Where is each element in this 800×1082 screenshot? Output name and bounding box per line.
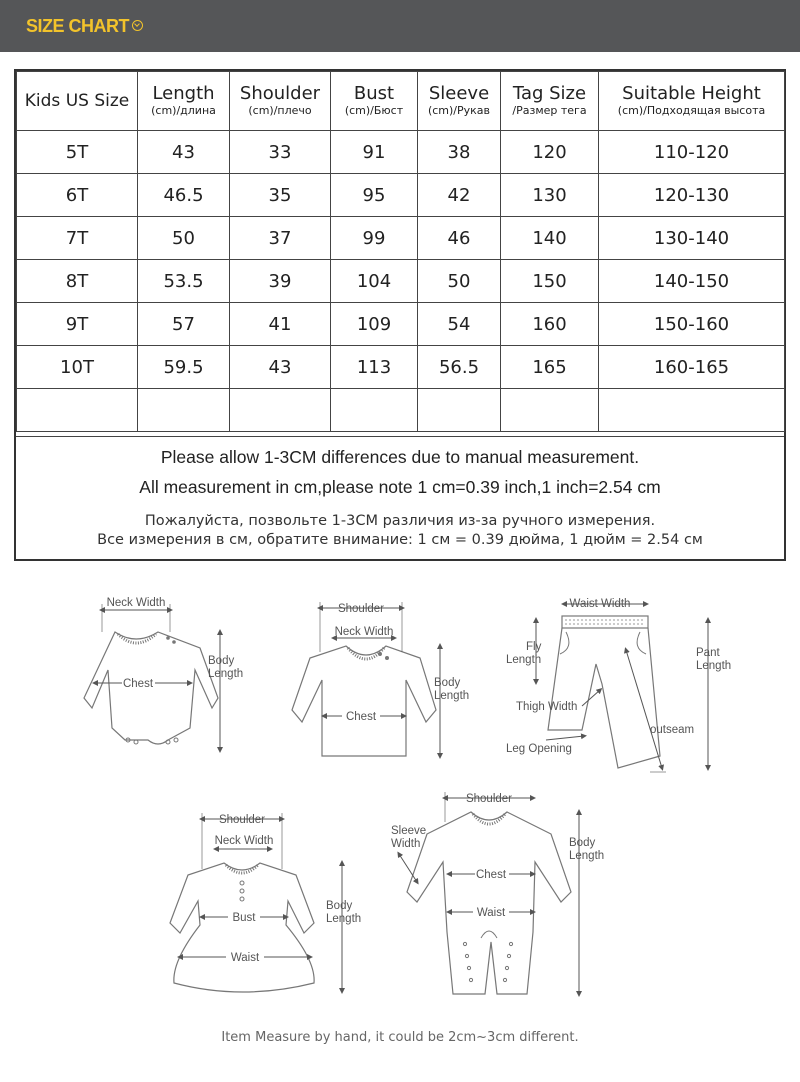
table-cell: [501, 389, 599, 432]
column-header: Shoulder (cm)/плечо: [230, 72, 331, 131]
column-header: Sleeve (cm)/Рукав: [418, 72, 501, 131]
table-cell: [331, 389, 418, 432]
body-length-label: Body: [208, 655, 235, 667]
table-cell: 91: [331, 131, 418, 174]
header-bar: [0, 0, 800, 52]
footer-note: Item Measure by hand, it could be 2cm~3cm different.: [221, 1030, 579, 1045]
body-length-label: Body: [434, 677, 461, 689]
table-cell: 50: [138, 217, 230, 260]
table-cell: 43: [230, 346, 331, 389]
table-cell: 130: [501, 174, 599, 217]
bodysuit-diagram: [40, 590, 260, 770]
chest-label: Chest: [345, 711, 377, 723]
note-line-ru: Все измерения в см, обратите внимание: 1 см = 0.39 дюйма, 1 дюйм = 2.54 см: [97, 532, 703, 548]
table-cell: 140-150: [599, 260, 785, 303]
column-header: Suitable Height (cm)/Подходящая высота: [599, 72, 785, 131]
pants-diagram: [500, 590, 740, 780]
sleeve-width-label: Width: [391, 838, 421, 850]
table-cell: 130-140: [599, 217, 785, 260]
table-cell: 110-120: [599, 131, 785, 174]
chest-label: Chest: [122, 678, 154, 690]
thigh-width-label: Thigh Width: [516, 701, 578, 713]
table-cell: [138, 389, 230, 432]
table-row: [17, 303, 785, 346]
sleeve-width-label: Sleeve: [391, 825, 427, 837]
column-header: Length (cm)/длина: [138, 72, 230, 131]
size-table: [16, 71, 785, 432]
column-header: Kids US Size: [17, 72, 138, 131]
table-cell: 113: [331, 346, 418, 389]
pant-length-label: Length: [696, 660, 732, 672]
table-cell: 37: [230, 217, 331, 260]
bust-label: Bust: [232, 912, 256, 924]
table-row: [17, 389, 785, 432]
table-cell: 95: [331, 174, 418, 217]
table-cell: 5T: [17, 131, 138, 174]
neck-width-label: Neck Width: [106, 597, 166, 609]
body-length-label: Body: [569, 837, 596, 849]
page-title: SIZE CHART: [26, 16, 129, 36]
table-cell: 50: [418, 260, 501, 303]
table-cell: 46.5: [138, 174, 230, 217]
table-cell: 165: [501, 346, 599, 389]
shoulder-label: Shoulder: [465, 793, 513, 805]
table-cell: 35: [230, 174, 331, 217]
size-chart-box: [14, 69, 786, 561]
outseam-label: outseam: [650, 724, 695, 736]
chevron-down-circle-icon: [132, 20, 143, 31]
pants-illustration: [500, 590, 740, 780]
table-cell: 160-165: [599, 346, 785, 389]
table-cell: [230, 389, 331, 432]
table-cell: 120-130: [599, 174, 785, 217]
table-row: [17, 217, 785, 260]
pant-length-label: Pant: [696, 647, 720, 659]
tshirt-illustration: [268, 592, 488, 772]
waist-width-label: Waist Width: [569, 598, 631, 610]
table-cell: 53.5: [138, 260, 230, 303]
table-cell: [17, 389, 138, 432]
table-row: [17, 260, 785, 303]
table-cell: 39: [230, 260, 331, 303]
leg-opening-label: Leg Opening: [506, 743, 572, 755]
table-cell: 41: [230, 303, 331, 346]
table-cell: 59.5: [138, 346, 230, 389]
waist-label: Waist: [476, 907, 506, 919]
table-cell: 109: [331, 303, 418, 346]
table-cell: 43: [138, 131, 230, 174]
romper-illustration: [385, 782, 625, 1012]
neck-width-label: Neck Width: [214, 835, 274, 847]
romper-diagram: [385, 782, 625, 1012]
dress-illustration: [150, 805, 380, 1005]
table-cell: 46: [418, 217, 501, 260]
tshirt-diagram: [268, 592, 488, 772]
dress-diagram: [150, 805, 380, 1005]
note-line-ru: Пожалуйста, позвольте 1-3CM различия из-за ручного измерения.: [144, 513, 656, 529]
fly-length-label: Length: [506, 654, 542, 666]
table-cell: 9T: [17, 303, 138, 346]
table-cell: 120: [501, 131, 599, 174]
table-cell: 10T: [17, 346, 138, 389]
table-cell: 150-160: [599, 303, 785, 346]
body-length-label: Length: [208, 668, 244, 680]
note-line: Please allow 1-3CM differences due to manual measurement.: [160, 447, 640, 467]
table-cell: 54: [418, 303, 501, 346]
waist-label: Waist: [230, 952, 260, 964]
table-row: [17, 174, 785, 217]
table-cell: 99: [331, 217, 418, 260]
table-cell: 140: [501, 217, 599, 260]
note-line: All measurement in cm,please note 1 cm=0.39 inch,1 inch=2.54 cm: [139, 477, 661, 497]
table-row: [17, 346, 785, 389]
chest-label: Chest: [475, 869, 507, 881]
table-cell: 8T: [17, 260, 138, 303]
table-cell: 42: [418, 174, 501, 217]
table-cell: 104: [331, 260, 418, 303]
table-cell: [599, 389, 785, 432]
table-cell: 57: [138, 303, 230, 346]
fly-length-label: Fly: [526, 641, 542, 653]
body-length-label: Length: [326, 913, 362, 925]
table-cell: [418, 389, 501, 432]
body-length-label: Length: [434, 690, 470, 702]
table-cell: 150: [501, 260, 599, 303]
table-cell: 56.5: [418, 346, 501, 389]
table-cell: 33: [230, 131, 331, 174]
shoulder-label: Shoulder: [337, 603, 385, 615]
table-cell: 160: [501, 303, 599, 346]
bodysuit-illustration: [40, 590, 260, 770]
column-header: Bust (cm)/Бюст: [331, 72, 418, 131]
table-header-row: [17, 72, 785, 131]
column-header: Tag Size /Размер тега: [501, 72, 599, 131]
measurement-notes: [16, 436, 784, 560]
body-length-label: Body: [326, 900, 353, 912]
neck-width-label: Neck Width: [334, 626, 394, 638]
shoulder-label: Shoulder: [218, 814, 266, 826]
table-cell: 38: [418, 131, 501, 174]
table-row: [17, 131, 785, 174]
table-cell: 6T: [17, 174, 138, 217]
body-length-label: Length: [569, 850, 605, 862]
table-cell: 7T: [17, 217, 138, 260]
